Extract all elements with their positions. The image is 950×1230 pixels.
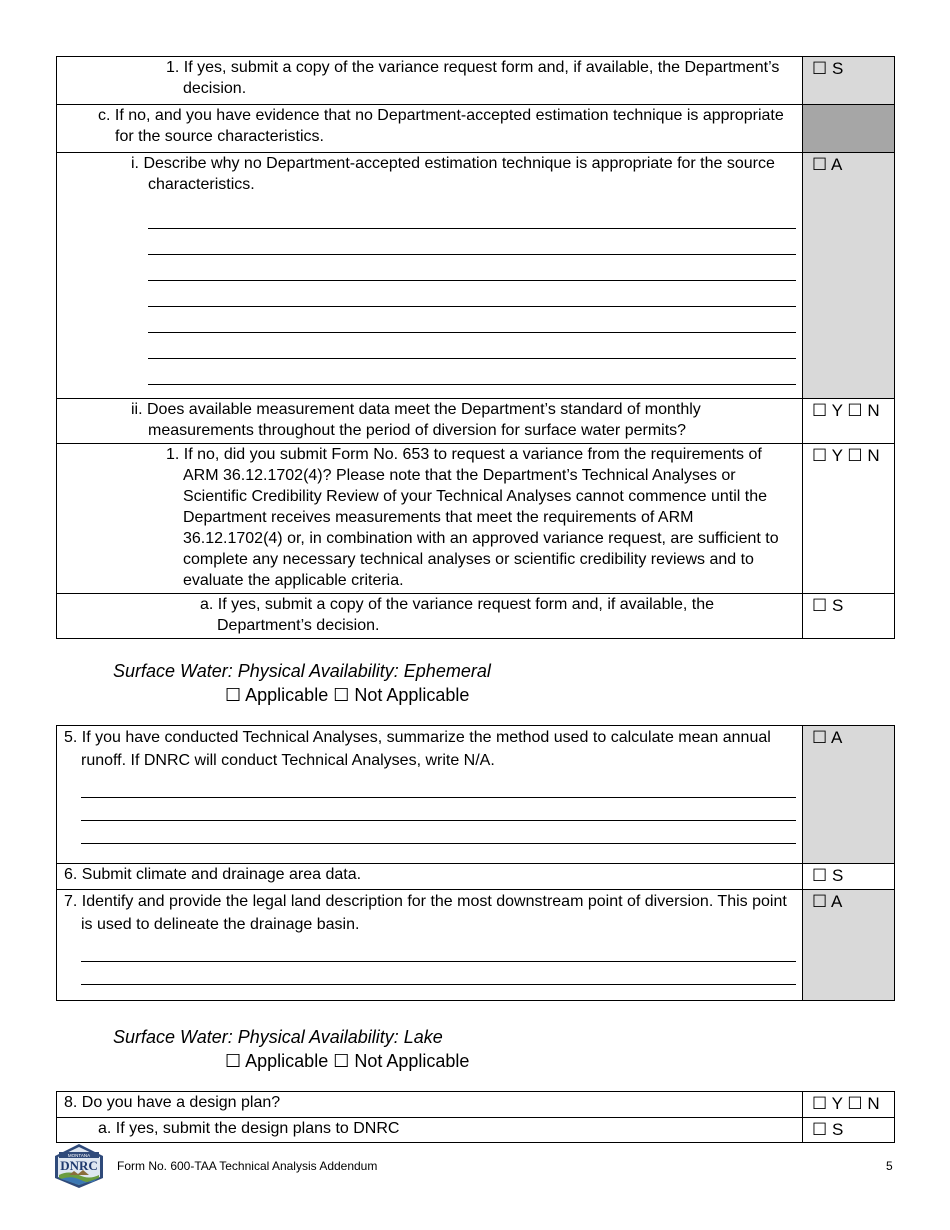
question-text: a. If yes, submit the design plans to DNRC — [98, 1120, 400, 1137]
dnrc-logo — [55, 1144, 103, 1188]
question-text: 6. Submit climate and drainage area data. — [64, 866, 362, 883]
logo-text: DNRC — [60, 1158, 98, 1173]
table-row — [57, 864, 895, 890]
table-row — [57, 1092, 895, 1118]
table-row — [57, 444, 895, 594]
response-checkbox[interactable]: ☐ S — [803, 1118, 895, 1143]
question-text: 7. Identify and provide the legal land description for the most downstream point of diversion. This point is used to delineate the drainage basin. — [64, 893, 787, 933]
response-checkbox[interactable]: ☐ S — [803, 864, 895, 890]
response-checkbox[interactable]: ☐ A — [803, 726, 895, 864]
response-checkbox[interactable]: ☐ Y ☐ N — [803, 444, 895, 594]
response-checkbox[interactable]: ☐ A — [803, 890, 895, 1001]
applicability-checkboxes-ephemeral[interactable]: ☐ Applicable ☐ Not Applicable — [225, 685, 470, 705]
question-text: 1. If no, did you submit Form No. 653 to request a variance from the requirements of ARM 36.12.1702(4)? Please note that the Department’s Technical Analyses or Scientific Credibility Review of your Technical Analyses cannot commence until the Department receives measurements that meet the requirements of ARM 36.12.1702(4) or, in combination with an approved variance request, are sufficient to complete any necessary technical analyses or scientific credibility reviews and to evaluate the applicable criteria. — [166, 446, 779, 589]
response-checkbox[interactable]: ☐ S — [803, 57, 895, 105]
answer-lines[interactable] — [81, 939, 796, 985]
table-row — [57, 57, 895, 105]
question-text: 1. If yes, submit a copy of the variance request form and, if available, the Department’s decision. — [166, 59, 780, 97]
table-row — [57, 594, 895, 639]
page-number: 5 — [886, 1159, 893, 1173]
table-row — [57, 399, 895, 444]
question-text: 5. If you have conducted Technical Analyses, summarize the method used to calculate mean annual runoff. If DNRC will conduct Technical Analyses, write N/A. — [64, 729, 771, 769]
answer-lines[interactable] — [81, 775, 796, 844]
shaded-cell — [803, 105, 895, 153]
response-checkbox[interactable]: ☐ S — [803, 594, 895, 639]
form-table-variance — [56, 56, 895, 639]
applicability-checkboxes-lake[interactable]: ☐ Applicable ☐ Not Applicable — [225, 1051, 470, 1071]
footer-form-label: Form No. 600-TAA Technical Analysis Addendum — [117, 1159, 378, 1173]
question-text: i. Describe why no Department-accepted estimation technique is appropriate for the source characteristics. — [131, 155, 775, 193]
question-text: a. If yes, submit a copy of the variance request form and, if available, the Department’s decision. — [200, 596, 715, 634]
table-row — [57, 105, 895, 153]
response-checkbox[interactable]: ☐ A — [803, 153, 895, 399]
table-row — [57, 1118, 895, 1143]
form-table-ephemeral — [56, 725, 895, 1001]
question-text: 8. Do you have a design plan? — [64, 1094, 281, 1111]
answer-lines[interactable] — [148, 203, 796, 385]
logo-top-text: MONTANA — [67, 1153, 91, 1158]
table-row — [57, 153, 895, 399]
form-table-lake — [56, 1091, 895, 1143]
question-text: ii. Does available measurement data meet the Department’s standard of monthly measurements throughout the period of diversion for surface water permits? — [131, 401, 701, 439]
table-row — [57, 890, 895, 1001]
question-text: c. If no, and you have evidence that no Department-accepted estimation technique is appropriate for the source characteristics. — [98, 107, 784, 145]
response-checkbox[interactable]: ☐ Y ☐ N — [803, 399, 895, 444]
section-title-ephemeral: Surface Water: Physical Availability: Ephemeral — [113, 661, 491, 681]
table-row — [57, 726, 895, 864]
response-checkbox[interactable]: ☐ Y ☐ N — [803, 1092, 895, 1118]
section-title-lake: Surface Water: Physical Availability: Lake — [113, 1027, 443, 1047]
